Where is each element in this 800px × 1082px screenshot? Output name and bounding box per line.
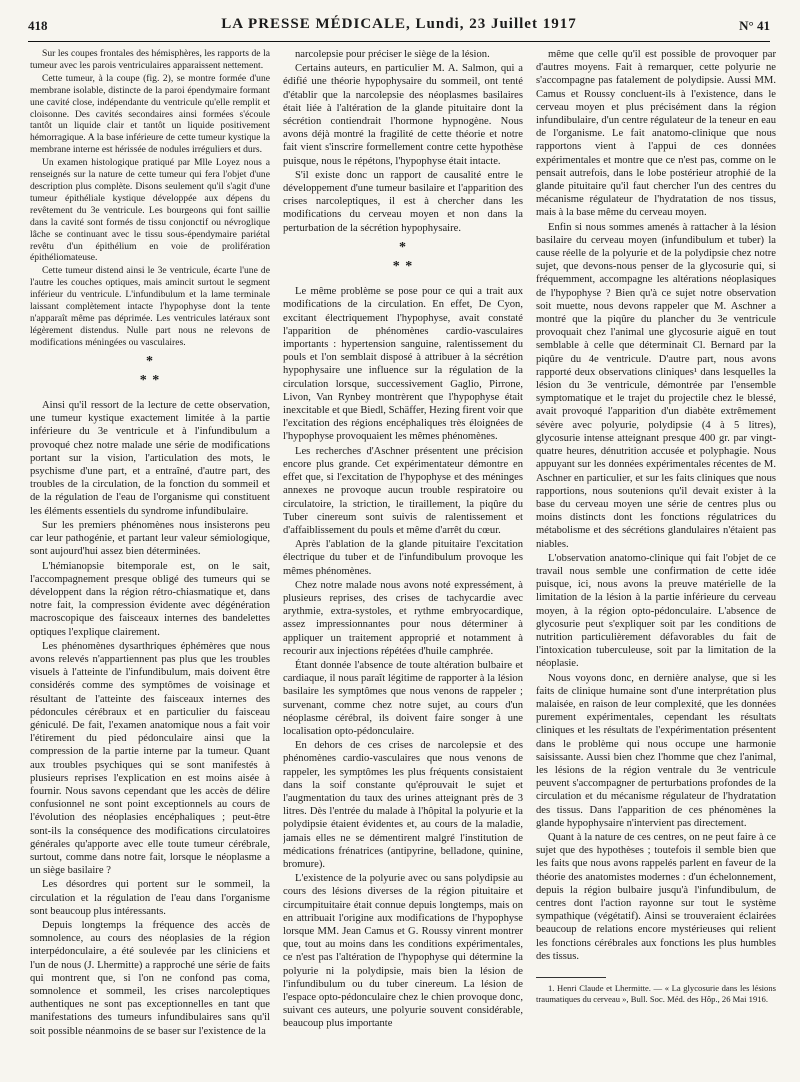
- paragraph: Sur les premiers phénomènes nous insisterons peu car leur pathogénie, et partant leur valeur sémiologique, sont aujourd'hui assez bien déterminées.: [30, 519, 270, 558]
- paragraph: Depuis longtemps la fréquence des accès de somnolence, au cours des néoplasies de la région interpédonculaire, a été soulevée par les cliniciens et l'un de nous (J. Lhermitte) a rapproché une série de faits qui montrent que, si l'on ne confond pas coma, somnolence et sommeil, les crises narcoleptiques authentiques ne sont pas exceptionnelles en tant que manifestations des tumeurs infundibulaires sans qu'il soit possible néanmoins de se baser sur l'existence de la: [30, 919, 270, 1037]
- paragraph: même que celle qu'il est possible de provoquer par d'autres moyens. Fait à remarquer, cette polyurie ne s'accompagne pas fatalement de polydipsie. Aussi MM. Camus et Roussy concluent-ils à l'existence, dans le cerveau moyen et plus précisément dans la région infundibulaire, d'un centre régulateur de la teneur en eau de l'organisme. Le fait anatomo-clinique que nous rapportons vient à l'appui de ces données expérimentales et montre que ce n'est pas, comme on le pensait autrefois, dans le lobe postérieur atrophié de la glande pituitaire qu'il faut chercher l'un des centres du mécanisme régulateur de l'hydratation de nos tissus, mais à la base même du cerveau moyen.: [536, 49, 776, 219]
- paragraph: narcolepsie pour préciser le siège de la lésion.: [295, 49, 490, 60]
- paragraph: L'hémianopsie bitemporale est, on le sait, l'accompagnement presque obligé des tumeurs qui se développent dans la région rétro-chiasmatique et, dans notre fait, la compression évidente avec dégénération macroscopique des faisceaux internes des bandelettes optiques l'explique clairement.: [30, 560, 270, 638]
- section-asterism: * * *: [139, 353, 161, 388]
- paragraph: Étant donnée l'absence de toute altération bulbaire et cardiaque, il nous paraît légitime de rapporter à la lésion basilaire les symptômes que nous venons de rappeler ; survenant, comme chez notre sujet, au cours d'un néoplasme cérébral, ils doivent faire songer à une localisation opto-pédonculaire.: [283, 659, 523, 737]
- paragraph: Certains auteurs, en particulier M. A. Salmon, qui a édifié une théorie hypophysaire du sommeil, ont tenté d'établir que la narcolepsie des néoplasmes basilaires était liée à l'altération de la glande pituitaire dont la sécrétion contiendrait l'hormone hypnogène. Nous avons déjà montré la fragilité de cette théorie et notre fait vient s'inscrire formellement contre cette hypothèse puisque, nous le répétons, l'hypophyse était intacte.: [283, 63, 523, 167]
- paragraph: Cette tumeur, à la coupe (fig. 2), se montre formée d'une membrane isolable, distincte de la paroi épendymaire formant une cavité close, indépendante du ventricule qu'elle remplit et cloisonne. Des cavités secondaires ainsi formées s'écoule tantôt un liquide clair et tantôt un liquide positivement hémorragique. A la base inférieure de cette tumeur kystique la membrane interne est hérissée de nodules irréguliers et durs.: [30, 72, 270, 156]
- column-2: [283, 48, 523, 1063]
- paragraph: Un examen histologique pratiqué par Mlle Loyez nous a renseignés sur la nature de cette tumeur qui fera l'objet d'une description plus complète. Disons seulement qu'il s'agit d'une tumeur épithéliale kystique développée aux dépens du revêtement du 3e ventricule. Les bourgeons qui font saillie dans la cavité sont formés de tissu conjonctif ou névroglique lâche se continuant avec le tissu sous-épendymaire pariétal revêtu d'un épithélium en voie de prolifération épithéliomateuse.: [30, 157, 270, 264]
- page-number: 418: [28, 18, 48, 33]
- paragraph: En dehors de ces crises de narcolepsie et des phénomènes cardio-vasculaires que nous venons de rappeler, les symptômes les plus fréquents consistaient dans la soif constante qu'éprouvait le sujet et l'augmentation du taux des urines atteignant près de 3 litres. Dès l'entrée du malade à l'hôpital la polyurie et la polydipsie étaient évidentes et, au cours de la maladie, jamais elles ne se démentirent malgré l'institution de médications frénatrices (antipyrine, belladone, quinine, bromure).: [283, 740, 523, 870]
- footnote-rule: [536, 977, 606, 978]
- issue-number: N° 41: [739, 18, 770, 33]
- column-3: [536, 48, 776, 1063]
- paragraph: Chez notre malade nous avons noté expressément, à plusieurs reprises, des crises de tachycardie avec arythmie, extra-systoles, et rythme embryocardique, assez impressionnantes pour nous déterminer à appliquer un traitement approprié et notamment à recourir aux injections répétées d'huile camphrée.: [283, 579, 523, 657]
- running-title: LA PRESSE MÉDICALE, Lundi, 23 Juillet 1917: [221, 16, 577, 32]
- paragraph: L'observation anatomo-clinique qui fait l'objet de ce travail nous semble une confirmation de cette idée puisque, ici, nous avons la preuve matérielle de la limitation de la lésion à la partie inférieure du cerveau moyen, à la région opto-pédonculaire. L'absence de glycosurie peut s'expliquer soit par les conditions de nutrition particulièrement défavorables du fait de l'intoxication tuberculeuse, soit par la limitation de la néoplasie.: [536, 552, 776, 670]
- paragraph: Nous voyons donc, en dernière analyse, que si les faits de clinique humaine sont d'une interprétation plus malaisée, en raison de leur complexité, que les données purement expérimentales, cependant les résultats cliniques et les résultats de l'expérimentation présentent dans le problème qui nous occupe une harmonie saisissante. Aussi bien chez l'homme que chez l'animal, les lésions de la région ventrale du 3e ventricule peuvent s'accompagner de perturbations profondes de la circulation et du mécanisme régulateur de l'hydratation des tissus. Dans l'apparition de ces phénomènes la glande hypophysaire n'intervient pas directement.: [536, 672, 776, 829]
- column-1: [30, 48, 270, 1063]
- paragraph: Enfin si nous sommes amenés à rattacher à la lésion basilaire du cerveau moyen (infundibulum et tuber) la cause réelle de la polyurie et de la polydipsie chez notre sujet, que devons-nous penser de la glycosurie qui, si fréquemment, accompagne les altérations néoplasiques de l'hypophyse ? Bien qu'à ce sujet notre observation soit muette, nous devons rappeler que M. Aschner a montré que la piqûre du plancher du 3e ventricule provoquait chez l'animal une glycosurie aiguë en tout semblable à celle que déterminait Cl. Bernard par la piqûre du 4e ventricule. D'autre part, nous avons rapporté deux observations cliniques¹ dans lesquelles la lésion du 3e ventricule, démontrée par l'ensemble symptomatique et le trajet du projectile chez le blessé, avait provoqué l'apparition d'un diabète extrêmement sévère avec polyurie, polydipsie (4 à 5 litres), glycosurie intense atteignant presque 400 gr. par vingt-quatre heures, dénutrition accusée et polyphagie. Nous appuyant sur les données expérimentales récentes de M. Aschner en particulier, et sur les faits cliniques que nous rapportions, nous soutenions qu'il devait exister à la base du cerveau moyen une série de centres plus ou moins distincts dont les fonctions régulatrices du métabolisme et des sécrétions glandulaires n'étaient pas niables.: [536, 221, 776, 550]
- footnote: 1. Henri Claude et Lhermitte. — « La glycosurie dans les lésions traumatiques du cerveau », Bull. Soc. Méd. des Hôp., 26 Mai 1916.: [536, 983, 776, 1004]
- paragraph: Quant à la nature de ces centres, on ne peut faire à ce sujet que des hypothèses ; toutefois il semble bien que les faits que nous avons rappelés parlent en faveur de la théorie des anatomistes modernes : d'un échelonnement, depuis la région bulbaire jusqu'à l'infundibulum, de centres dont l'action rayonne sur tout le système sympathique (végétatif). Ainsi se trouveraient éclairées beaucoup de relations encore mystérieuses qui relient les fonctions cérébrales aux fonctions les plus humbles des tissus.: [536, 831, 776, 962]
- paragraph: Cette tumeur distend ainsi le 3e ventricule, écarte l'une de l'autre les couches optiques, mais amincit surtout le segment inférieur du ventricule. L'infundibulum et la lame terminale laissant complètement intacte l'hypophyse dont la tente n'apparaît même pas déprimée. Les ventricules latéraux sont légèrement distendus. Nulle part nous ne relevons de modifications méningées ou vasculaires.: [30, 265, 270, 348]
- paragraph: L'existence de la polyurie avec ou sans polydipsie au cours des lésions diverses de la région pituitaire et circumpituitaire était connue depuis longtemps, mais on en attribuait l'origine aux modifications de l'hypophyse lorsque MM. Jean Camus et G. Roussy vinrent montrer que, tout au moins dans les conditions expérimentales, ce n'est pas l'altération de l'hypophyse qui détermine la polyurie ni la polydipsie, mais bien la lésion de l'infundibulum ou du tuber cinereum. La lésion de l'espace opto-pédonculaire chez le chien provoque donc, suivant ces auteurs, une polyurie souvent considérable, beaucoup plus importante: [283, 873, 523, 1030]
- paragraph: Les phénomènes dysarthriques éphémères que nous avons relevés n'appartiennent pas plus que les troubles visuels à l'atteinte de l'infundibulum, mais doivent être considérés comme des symptômes de voisinage et résultant de l'atteinte des faisceaux internes des pédoncules cérébraux et en particulier du faisceau géniculé. De fait, l'examen anatomique nous a fait voir l'étirement du pied pédonculaire ainsi que la compression de la partie interne par la tumeur. Quant aux troubles psychiques qui se sont manifestés à plusieurs reprises l'explication en est moins aisée à fournir. Nous savons cependant que les accès de délire confusionnel ne sont point exceptionnels au cours de l'évolution des néoplasies encéphaliques ; peut-être sont-ils la conséquence des modifications circulatoires générales qu'apporte avec elle toute tumeur cérébrale, surtout, comme dans notre fait, lorsque le néoplasme a un siège basilaire ?: [30, 640, 270, 877]
- section-asterism: * * *: [392, 239, 414, 275]
- paragraph: S'il existe donc un rapport de causalité entre le développement d'une tumeur basilaire et l'apparition des crises narcoleptiques, il est à chercher dans les modifications du cerveau moyen et non dans la perturbation de la sécrétion hypophysaire.: [283, 169, 523, 234]
- paragraph: Les recherches d'Aschner présentent une précision encore plus grande. Cet expérimentateur démontre en effet que, si l'excitation de l'hypophyse et des méninges annexes ne provoque aucun trouble respiratoire ou circulatoire, la striction, le tiraillement, la piqûre du Tuber cinereum sont suivis de ralentissement et d'affaiblissement du pouls et même d'arrêt du cœur.: [283, 445, 523, 536]
- header-rule: [28, 41, 770, 42]
- paragraph: Ainsi qu'il ressort de la lecture de cette observation, une tumeur kystique exactement limitée à la partie inférieure du 3e ventricule et à l'infundibulum a provoqué chez notre malade une série de modifications portant sur la vision, l'articulation des mots, le psychisme d'une part, et a entraîné, d'autre part, des troubles de la circulation, de la fonction du sommeil et de la régulation de l'eau de l'organisme qui constituent les éléments essentiels du syndrome infundibulaire.: [30, 400, 270, 517]
- page-header: [28, 12, 770, 38]
- paragraph: Les désordres qui portent sur le sommeil, la circulation et la régulation de l'eau dans l'organisme sont beaucoup plus intéressants.: [30, 879, 270, 917]
- paragraph: Sur les coupes frontales des hémisphères, les rapports de la tumeur avec les parois ventriculaires apparaissent nettement.: [30, 48, 270, 71]
- paragraph: Le même problème se pose pour ce qui a trait aux modifications de la circulation. En effet, De Cyon, excitant électriquement l'hypophyse, avait constaté l'apparition de phénomènes cardio-vasculaires importants : hypertension sanguine, ralentissement du pouls et l'on semblait disposé à attribuer à la sécrétion hypophysaire une influence sur la régulation de la circulation lorsque, successivement Gaglio, Pirrone, Livon, Van Rynbey montrèrent que l'hypophyse était inexcitable et que Biedl, Schäffer, Hezing firent voir que l'excitation des régions encéphaliques très éloignées de l'hypophyse provoquaient les mêmes phénomènes.: [283, 286, 523, 443]
- paragraph: Après l'ablation de la glande pituitaire l'excitation électrique du tuber et de l'infundibulum provoque les mêmes phénomènes.: [283, 539, 523, 577]
